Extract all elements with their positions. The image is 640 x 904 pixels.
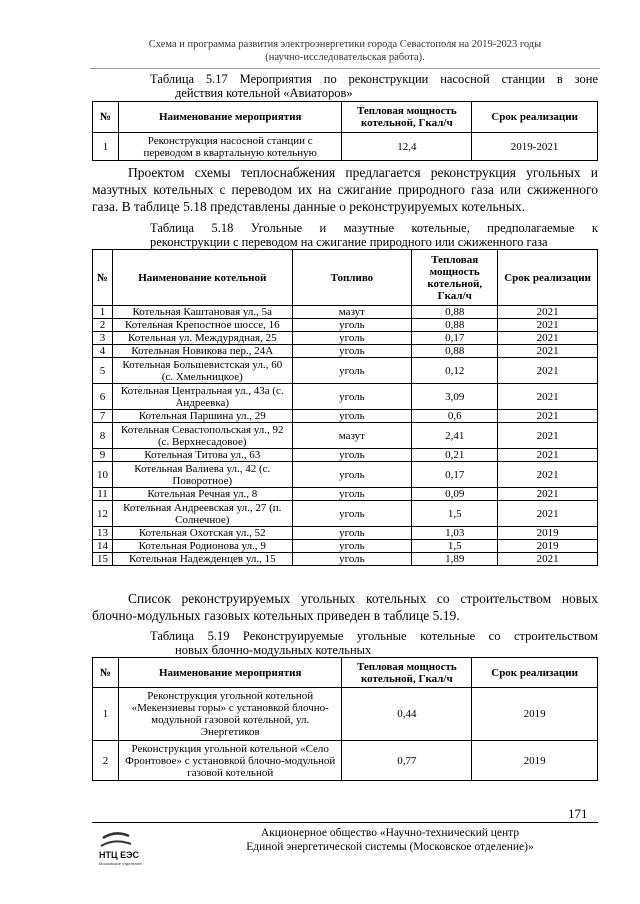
header-cell: Тепловая мощность котельной, Гкал/ч [342, 658, 472, 688]
table-cell: Котельная Большевистская ул., 60 (с. Хмельницкое) [112, 358, 292, 384]
table-cell: 1,89 [412, 553, 498, 566]
table-cell: уголь [292, 501, 412, 527]
table-cell: 0,6 [412, 410, 498, 423]
table-cell: уголь [292, 553, 412, 566]
table-5-17-caption-line-2: действия котельной «Авиаторов» [175, 86, 353, 100]
table-cell: Реконструкция угольной котельной «Мекензиевы горы» с установкой блочно-модульной газовой котельной, ул. Энергетиков [118, 688, 341, 741]
table-cell: 1,5 [412, 501, 498, 527]
header-cell: Топливо [292, 250, 412, 306]
table-row [93, 410, 598, 423]
table-cell: 4 [93, 345, 113, 358]
table-cell: 0,88 [412, 319, 498, 332]
table-cell: 5 [93, 358, 113, 384]
table-cell: уголь [292, 384, 412, 410]
table-cell: Котельная Паршина ул., 29 [112, 410, 292, 423]
table-row [93, 462, 598, 488]
table-cell: 2019-2021 [472, 133, 598, 161]
table-row [93, 449, 598, 462]
header-cell: Тепловая мощность котельной, Гкал/ч [412, 250, 498, 306]
table-cell: 13 [93, 527, 113, 540]
table-cell: 15 [93, 553, 113, 566]
table-cell: 2021 [498, 488, 598, 501]
table-cell: 2021 [498, 462, 598, 488]
table-cell: уголь [292, 462, 412, 488]
table-cell: 2021 [498, 384, 598, 410]
table-cell: уголь [292, 358, 412, 384]
table-cell: 2 [93, 319, 113, 332]
footer-divider [92, 822, 598, 823]
table-cell: уголь [292, 410, 412, 423]
table-5-17 [92, 101, 598, 161]
paragraph-1-text: Проектом схемы теплоснабжения предлагается реконструкция угольных и мазутных котельных с переводом их на сжигание природного газа или сжиженного газа. В таблице 5.18 представлены данные о реконструируемых котельных. [92, 165, 598, 214]
header-line-2: (научно-исследовательская работа). [265, 52, 425, 63]
table-cell: 14 [93, 540, 113, 553]
table-cell: Котельная Новикова пер., 24А [112, 345, 292, 358]
table-cell: Котельная Севастопольская ул., 92 (с. Верхнесадовое) [112, 423, 292, 449]
company-logo [95, 830, 165, 870]
table-header-row [93, 102, 598, 133]
table-row [93, 332, 598, 345]
header-cell: Наименование мероприятия [118, 658, 341, 688]
table-5-17-caption-line-1: Таблица 5.17 Мероприятия по реконструкции насосной станции в зоне [150, 72, 598, 86]
table-cell: Котельная Речная ул., 8 [112, 488, 292, 501]
table-cell: 1,5 [412, 540, 498, 553]
header-cell: № [93, 102, 119, 133]
table-cell: 2021 [498, 319, 598, 332]
table-cell: 0,77 [342, 741, 472, 781]
table-cell: 1 [93, 688, 119, 741]
header-cell: Наименование котельной [112, 250, 292, 306]
table-row [93, 540, 598, 553]
table-cell: Котельная Валиева ул., 42 (с. Поворотное) [112, 462, 292, 488]
table-cell: 1 [93, 133, 119, 161]
table-cell: Котельная Надежденцев ул., 15 [112, 553, 292, 566]
table-cell: 2019 [498, 540, 598, 553]
header-cell: Срок реализации [472, 658, 598, 688]
table-cell: 0,88 [412, 345, 498, 358]
table-cell: уголь [292, 449, 412, 462]
logo-subtext: Московское отделение [99, 861, 142, 866]
table-cell: 2021 [498, 553, 598, 566]
table-cell: 2021 [498, 501, 598, 527]
table-cell: Реконструкция насосной станции с переводом в квартальную котельную [118, 133, 341, 161]
table-cell: Котельная Андреевская ул., 27 (п. Солнечное) [112, 501, 292, 527]
table-cell: Котельная Титова ул., 63 [112, 449, 292, 462]
table-row [93, 423, 598, 449]
table-row [93, 553, 598, 566]
footer-line-2: Единой энергетической системы (Московское отделение)» [246, 841, 534, 853]
table-5-19 [92, 657, 598, 781]
table-cell: 9 [93, 449, 113, 462]
table-cell: 3 [93, 332, 113, 345]
table-cell: 0,44 [342, 688, 472, 741]
header-divider [90, 68, 600, 69]
table-cell: 11 [93, 488, 113, 501]
page-header [90, 38, 600, 64]
logo-text: НТЦ ЕЭС [99, 850, 139, 860]
header-cell: Срок реализации [472, 102, 598, 133]
table-cell: уголь [292, 488, 412, 501]
table-cell: 0,17 [412, 462, 498, 488]
table-row [93, 527, 598, 540]
table-cell: 2021 [498, 358, 598, 384]
table-cell: уголь [292, 527, 412, 540]
table-cell: 8 [93, 423, 113, 449]
table-cell: 2021 [498, 410, 598, 423]
table-cell: Котельная Центральная ул., 43а (с. Андреевка) [112, 384, 292, 410]
table-cell: уголь [292, 332, 412, 345]
table-row [93, 133, 598, 161]
header-cell: № [93, 250, 113, 306]
table-cell: 7 [93, 410, 113, 423]
paragraph-2-text: Список реконструируемых угольных котельных со строительством новых блочно-модульных газовых котельных приведен в таблице 5.19. [92, 591, 598, 623]
paragraph-2 [92, 590, 598, 624]
header-cell: Наименование мероприятия [118, 102, 341, 133]
table-cell: мазут [292, 423, 412, 449]
table-cell: 1,03 [412, 527, 498, 540]
table-5-19-caption-line-2: новых блочно-модульных котельных [175, 643, 372, 657]
table-header-row [93, 250, 598, 306]
table-cell: 0,88 [412, 306, 498, 319]
table-cell: уголь [292, 345, 412, 358]
table-cell: 6 [93, 384, 113, 410]
header-cell: Срок реализации [498, 250, 598, 306]
paragraph-1 [92, 164, 598, 215]
table-row [93, 741, 598, 781]
page-number: 171 [568, 806, 588, 821]
table-cell: 0,12 [412, 358, 498, 384]
table-cell: уголь [292, 319, 412, 332]
table-cell: Котельная Охотская ул., 52 [112, 527, 292, 540]
table-cell: 0,09 [412, 488, 498, 501]
table-cell: Котельная Крепостное шоссе, 16 [112, 319, 292, 332]
table-cell: 2019 [472, 688, 598, 741]
table-cell: 12,4 [342, 133, 472, 161]
header-cell: № [93, 658, 119, 688]
table-cell: 12 [93, 501, 113, 527]
table-5-19-caption-line-1: Таблица 5.19 Реконструируемые угольные котельные со строительством [150, 629, 598, 643]
footer-line-1: Акционерное общество «Научно-технический центр [260, 827, 520, 839]
table-cell: мазут [292, 306, 412, 319]
table-cell: 1 [93, 306, 113, 319]
table-cell: 2021 [498, 423, 598, 449]
table-5-18-caption-line-2: реконструкции с переводом на сжигание природного или сжиженного газа [150, 235, 548, 249]
header-cell: Тепловая мощность котельной, Гкал/ч [342, 102, 472, 133]
header-line-1: Схема и программа развития электроэнергетики города Севастополя на 2019-2023 годы [148, 39, 542, 50]
table-cell: 2021 [498, 449, 598, 462]
page-footer [200, 826, 580, 854]
table-cell: 10 [93, 462, 113, 488]
table-cell: 2,41 [412, 423, 498, 449]
table-row [93, 345, 598, 358]
table-cell: 2021 [498, 306, 598, 319]
table-cell: 2021 [498, 332, 598, 345]
table-row [93, 501, 598, 527]
table-cell: Котельная Каштановая ул., 5а [112, 306, 292, 319]
table-row [93, 306, 598, 319]
table-row [93, 488, 598, 501]
table-row [93, 688, 598, 741]
table-cell: 2019 [472, 741, 598, 781]
table-cell: уголь [292, 540, 412, 553]
table-cell: 2021 [498, 345, 598, 358]
table-cell: 2019 [498, 527, 598, 540]
table-cell: 2 [93, 741, 119, 781]
table-cell: Котельная Родионова ул., 9 [112, 540, 292, 553]
table-cell: Котельная ул. Междурядная, 25 [112, 332, 292, 345]
table-row [93, 358, 598, 384]
table-5-18 [92, 249, 598, 566]
table-cell: 0,21 [412, 449, 498, 462]
table-cell: 0,17 [412, 332, 498, 345]
table-header-row [93, 658, 598, 688]
table-row [93, 384, 598, 410]
table-row [93, 319, 598, 332]
table-cell: 3,09 [412, 384, 498, 410]
table-cell: Реконструкция угольной котельной «Село Фронтовое» с установкой блочно-модульной газовой котельной [118, 741, 341, 781]
table-5-18-caption-line-1: Таблица 5.18 Угольные и мазутные котельные, предполагаемые к [150, 221, 598, 235]
